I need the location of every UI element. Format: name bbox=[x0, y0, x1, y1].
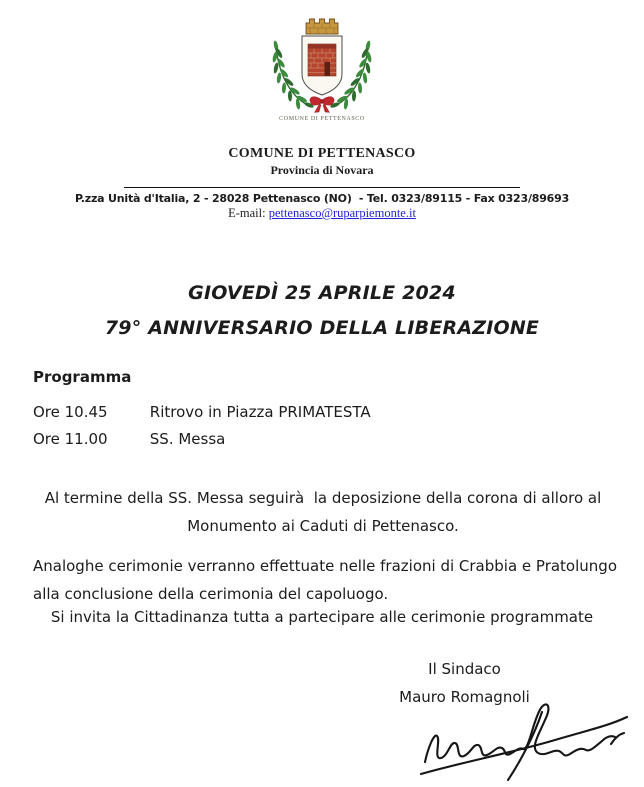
signoff-name: Mauro Romagnoli bbox=[399, 688, 530, 706]
crest-block bbox=[0, 10, 644, 122]
letterhead-divider bbox=[124, 187, 520, 188]
program-row bbox=[33, 403, 624, 421]
invitation-line: Si invita la Cittadinanza tutta a partecipare alle cerimonie programmate bbox=[50, 608, 594, 626]
email-line bbox=[0, 206, 644, 221]
email-label: E-mail: bbox=[228, 206, 266, 220]
program-event: Ritrovo in Piazza PRIMATESTA bbox=[149, 403, 371, 421]
program-time: Ore 10.45 bbox=[33, 403, 108, 421]
anniversary-title: 79° ANNIVERSARIO DELLA LIBERAZIONE bbox=[104, 317, 540, 339]
mayor-signature-icon bbox=[415, 700, 635, 785]
program-event: SS. Messa bbox=[149, 430, 226, 448]
email-link[interactable]: pettenasco@ruparpiemonte.it bbox=[268, 206, 416, 220]
province-line: Provincia di Novara bbox=[270, 163, 374, 177]
ceremony-paragraph: Al termine della SS. Messa seguirà la deposizione della corona di alloro al Monumento ai Caduti di Pettenasco. bbox=[44, 489, 607, 535]
event-date-title: GIOVEDÌ 25 APRILE 2024 bbox=[188, 282, 456, 304]
program-heading: Programma bbox=[33, 368, 132, 386]
program-row bbox=[33, 430, 624, 448]
program-time: Ore 11.00 bbox=[33, 430, 108, 448]
signoff-role: Il Sindaco bbox=[428, 660, 501, 678]
municipality-name: COMUNE DI PETTENASCO bbox=[228, 146, 416, 161]
municipal-coat-of-arms-icon bbox=[260, 10, 384, 114]
frazioni-paragraph: Analoghe cerimonie verranno effettuate nelle frazioni di Crabbia e Pratolungo alla conclusione della cerimonia del capoluogo. bbox=[33, 557, 617, 603]
address-line: P.zza Unità d'Italia, 2 - 28028 Pettenasco (NO) - Tel. 0323/89115 - Fax 0323/89693 bbox=[74, 192, 570, 205]
crest-caption: COMUNE DI PETTENASCO bbox=[279, 116, 365, 122]
